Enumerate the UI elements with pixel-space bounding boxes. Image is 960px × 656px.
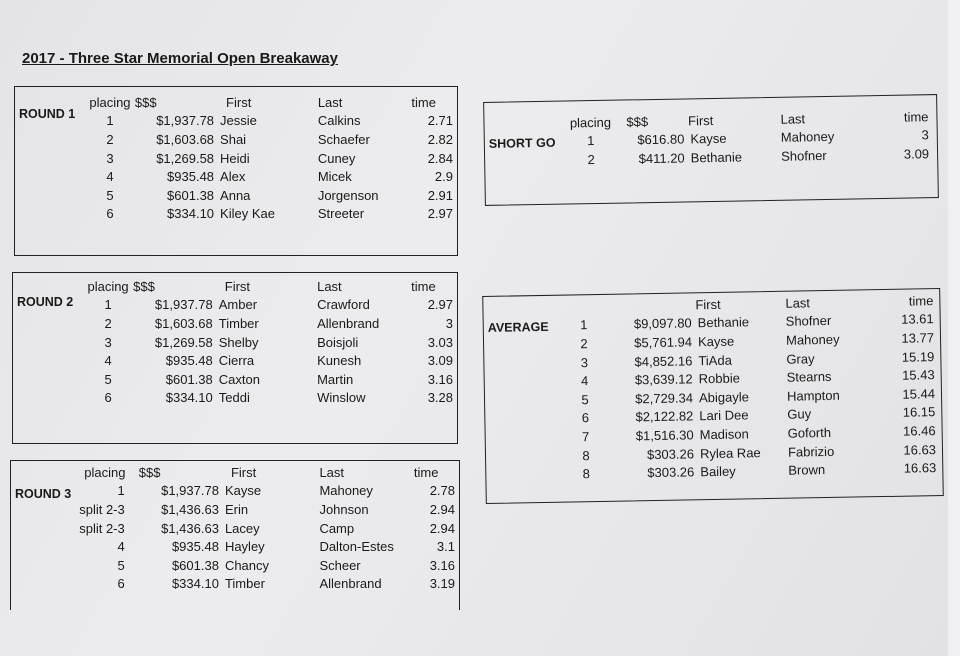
time-cell: 2.9 [434,169,453,185]
round-1-box [14,86,458,256]
last-name-cell: Schaefer [317,131,370,147]
time-cell: 3 [445,315,453,331]
col-placing [561,297,605,316]
first-name-cell: Bethanie [697,314,750,331]
last-name-cell: Hampton [786,387,840,404]
results-table [83,277,453,407]
first-name-cell: Kayse [690,131,727,147]
average-box [482,288,944,504]
last-name-cell: Mahoney [319,483,373,499]
time-cell: 3.19 [429,576,455,592]
money-cell: $334.10 [171,576,219,592]
first-name-cell: Teddi [218,390,250,406]
time-cell: 3.28 [427,390,453,406]
first-name-cell: Jessie [220,113,257,129]
first-name-cell: Timber [218,315,259,331]
last-name-cell: Calkins [317,113,361,129]
money-cell: $1,937.78 [156,113,215,129]
first-name-cell: Rylea Rae [699,444,761,461]
money-cell: $935.48 [167,169,215,185]
placing-cell: 4 [580,373,589,389]
table-row [71,482,455,501]
placing-cell: 3 [106,150,114,166]
last-name-cell: Fabrizio [787,443,835,460]
time-cell: 2.97 [427,206,453,222]
placing-cell: 2 [106,131,114,147]
col-money: $$$ [138,464,161,480]
placing-cell: 4 [104,353,112,369]
col-last: Last [319,464,345,480]
first-name-cell: Hayley [224,539,265,555]
table-row [83,370,453,389]
col-money: $$$ [626,113,649,130]
first-name-cell: Chancy [224,557,270,573]
table-row [71,556,455,575]
table-row [83,314,453,333]
time-cell: 2.94 [429,520,455,536]
table-row [85,205,453,224]
first-name-cell: Bethanie [690,149,743,166]
last-name-cell: Cuney [317,150,356,166]
page-edge-shadow [948,0,960,656]
round-label: ROUND 3 [15,487,72,501]
round-label: SHORT GO [488,135,556,151]
placing-cell: 4 [106,169,114,185]
placing-cell: 8 [582,447,590,463]
table-row [71,500,455,519]
placing-cell: 4 [117,539,125,555]
first-name-cell: Timber [224,576,265,592]
short-go-box [483,94,939,206]
col-money [605,295,695,315]
money-cell: $935.48 [171,539,219,555]
round-label: ROUND 2 [17,295,74,309]
first-name-cell: Lacey [224,520,260,536]
col-time: time [411,94,436,110]
money-cell: $1,436.63 [161,520,219,536]
placing-cell: 1 [117,483,125,499]
last-name-cell: Micek [317,169,352,185]
results-table [85,93,453,223]
placing-cell: 1 [106,113,114,129]
money-cell: $5,761.94 [634,334,693,351]
col-first: First [230,464,257,480]
time-cell: 2.78 [429,483,455,499]
last-name-cell: Brown [788,462,826,478]
last-name-cell: Stearns [786,369,832,385]
col-time: time [411,278,436,294]
money-cell: $303.26 [646,445,695,462]
last-name-cell: Dalton-Estes [319,539,394,555]
col-first: First [226,94,252,110]
money-cell: $1,603.68 [156,131,215,147]
col-placing: placing [84,464,126,480]
last-name-cell: Mahoney [785,331,840,348]
first-name-cell: Cierra [218,353,255,369]
first-name-cell: Heidi [220,150,250,166]
last-name-cell: Gray [786,350,815,367]
table-row [85,186,453,205]
last-name-cell: Kunesh [317,353,362,369]
money-cell: $601.38 [171,557,219,573]
money-cell: $334.10 [165,390,213,406]
placing-cell: 1 [587,133,595,149]
table-row [83,296,453,315]
col-money: $$$ [133,278,155,294]
money-cell: $1,269.58 [154,334,213,350]
col-last: Last [317,278,342,294]
placing-cell: 1 [104,297,112,313]
col-time: time [413,464,439,480]
table-row [83,351,453,370]
last-name-cell: Goforth [787,424,832,441]
time-cell: 3.16 [427,371,453,387]
time-cell: 3.16 [429,557,455,573]
col-placing: placing [87,278,129,294]
last-name-cell: Mahoney [780,129,835,146]
table-row [83,333,453,352]
time-cell: 13.77 [901,330,935,346]
time-cell: 16.15 [902,404,936,421]
table-row [83,389,453,408]
placing-cell: 2 [580,336,588,352]
results-table [554,107,929,169]
time-cell: 16.46 [902,423,936,439]
time-cell: 15.43 [901,367,935,383]
money-cell: $1,436.63 [161,501,219,517]
page-title: 2017 - Three Star Memorial Open Breakaway [22,50,338,67]
round-3-box [10,460,460,610]
results-table [561,291,936,483]
first-name-cell: Shelby [218,334,259,350]
time-cell: 2.84 [427,150,453,166]
last-name-cell: Streeter [317,206,365,222]
placing-cell: split 2-3 [79,501,125,517]
placing-cell: 6 [104,390,112,406]
table-row [85,112,453,131]
money-cell: $1,516.30 [635,427,694,444]
time-cell: 2.97 [427,297,453,313]
last-name-cell: Allenbrand [319,576,382,592]
first-name-cell: Shai [220,131,247,147]
placing-cell: 2 [587,152,595,168]
col-last: Last [780,111,806,127]
first-name-cell: Kiley Kae [220,206,275,222]
col-time: time [908,292,934,309]
placing-cell: 5 [106,187,114,203]
table-row [71,537,455,556]
money-cell: $935.48 [165,353,213,369]
last-name-cell: Winslow [317,390,366,406]
money-cell: $1,937.78 [161,483,219,499]
col-first: First [687,112,714,129]
round-2-box [12,272,458,444]
time-cell: 2.91 [427,187,453,203]
results-table [71,463,455,593]
last-name-cell: Shofner [781,147,827,164]
table-row [71,575,455,594]
time-cell: 3.09 [903,146,930,162]
last-name-cell: Boisjoli [317,334,359,350]
money-cell: $1,603.68 [154,315,213,331]
first-name-cell: Anna [220,187,251,203]
last-name-cell: Johnson [319,501,369,517]
last-name-cell: Crawford [317,297,370,313]
placing-cell: 5 [581,391,589,408]
first-name-cell: Lari Dee [699,407,749,424]
last-name-cell: Guy [787,406,812,423]
time-cell: 3.09 [427,353,453,369]
money-cell: $334.10 [167,206,215,222]
last-name-cell: Jorgenson [317,187,379,203]
first-name-cell: Bailey [700,463,736,480]
time-cell: 2.71 [427,113,453,129]
table-row [85,130,453,149]
placing-cell: 7 [581,429,590,445]
placing-cell: 3 [580,354,589,370]
table-row [85,149,453,168]
first-name-cell: Madison [699,426,749,443]
placing-cell: 2 [104,315,112,331]
col-first: First [695,296,721,313]
money-cell: $2,729.34 [635,390,694,407]
money-cell: $2,122.82 [635,408,694,425]
money-cell: $3,639.12 [634,371,693,388]
col-time: time [903,108,929,125]
col-placing: placing [89,94,131,110]
placing-cell: 1 [579,317,588,333]
first-name-cell: TiAda [698,352,732,368]
money-cell: $9,097.80 [633,315,692,332]
placing-cell: 8 [582,466,591,482]
time-cell: 13.61 [901,311,934,328]
time-cell: 15.44 [902,385,936,402]
placing-cell: 5 [117,557,125,573]
first-name-cell: Kayse [224,483,262,499]
placing-cell: 6 [106,206,114,222]
time-cell: 3.03 [427,334,453,350]
placing-cell: 5 [104,371,112,387]
time-cell: 2.94 [429,501,455,517]
col-placing: placing [569,114,612,131]
col-last: Last [317,94,343,110]
round-label: ROUND 1 [19,107,76,121]
last-name-cell: Camp [319,520,355,536]
first-name-cell: Amber [218,297,258,313]
round-label: AVERAGE [487,319,549,335]
money-cell: $1,269.58 [156,150,215,166]
time-cell: 16.63 [903,441,937,458]
last-name-cell: Allenbrand [317,315,380,331]
time-cell: 15.19 [901,348,935,365]
placing-cell: 3 [104,334,112,350]
first-name-cell: Alex [220,169,246,185]
first-name-cell: Caxton [218,371,260,387]
time-cell: 2.82 [427,131,453,147]
money-cell: $601.38 [165,371,213,387]
money-cell: $616.80 [637,131,685,148]
money-cell: $4,852.16 [634,352,693,369]
last-name-cell: Scheer [319,557,361,573]
first-name-cell: Erin [224,501,249,517]
money-cell: $303.26 [647,464,695,481]
time-cell: 3.1 [436,539,455,555]
table-row [71,519,455,538]
money-cell: $601.38 [167,187,215,203]
first-name-cell: Robbie [698,370,741,387]
table-row [85,167,453,186]
placing-cell: 6 [117,576,125,592]
money-cell: $411.20 [638,150,685,167]
col-money: $$$ [134,94,157,110]
first-name-cell: Abigayle [698,389,750,406]
money-cell: $1,937.78 [154,297,213,313]
last-name-cell: Shofner [785,313,832,330]
time-cell: 3 [921,127,929,143]
time-cell: 16.63 [903,460,937,476]
col-last: Last [785,295,811,311]
first-name-cell: Kayse [697,333,735,350]
last-name-cell: Martin [317,371,354,387]
placing-cell: split 2-3 [79,520,125,536]
placing-cell: 6 [581,410,590,426]
col-first: First [224,278,251,294]
